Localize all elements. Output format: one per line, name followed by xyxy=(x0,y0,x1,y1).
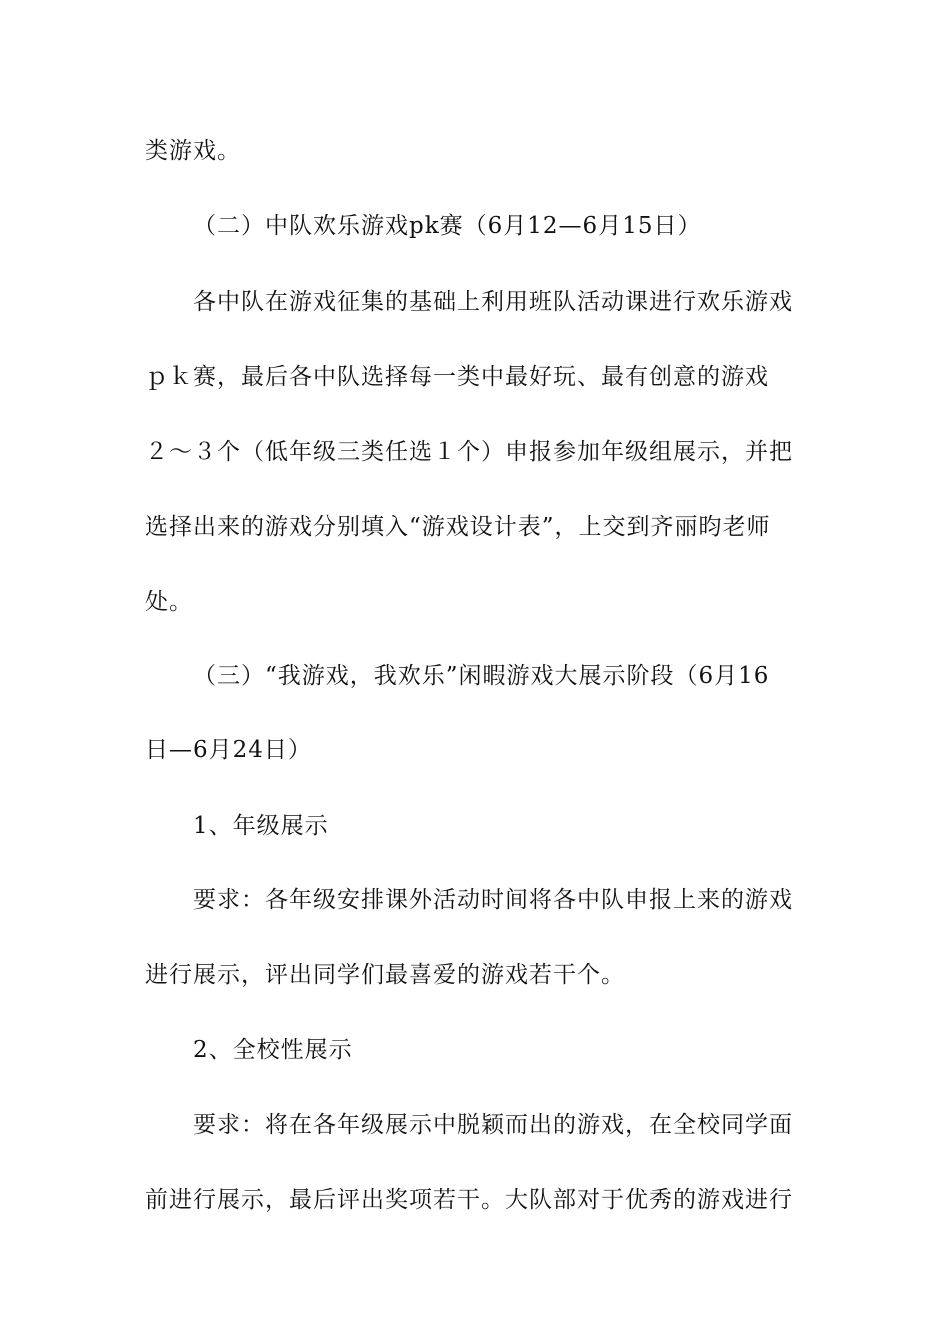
paragraph-line: 各中队在游戏征集的基础上利用班队活动课进行欢乐游戏 xyxy=(193,289,793,315)
subsection-heading: 1、年级展示 xyxy=(193,813,329,839)
section-heading: （三）“我游戏，我欢乐”闲暇游戏大展示阶段（6月16 xyxy=(193,663,770,689)
section-heading: （二）中队欢乐游戏pk赛（6月12—6月15日） xyxy=(193,213,702,239)
paragraph-line: 选择出来的游戏分别填入“游戏设计表”，上交到齐丽昀老师 xyxy=(145,514,771,540)
paragraph-line: ２～３个（低年级三类任选１个）申报参加年级组展示，并把 xyxy=(145,439,793,465)
paragraph-line: 进行展示，评出同学们最喜爱的游戏若干个。 xyxy=(145,962,625,988)
paragraph-line: 处。 xyxy=(145,589,193,615)
paragraph-line: ｐｋ赛，最后各中队选择每一类中最好玩、最有创意的游戏 xyxy=(145,364,769,390)
paragraph-line: 前进行展示，最后评出奖项若干。大队部对于优秀的游戏进行 xyxy=(145,1187,793,1213)
paragraph-line: 要求：将在各年级展示中脱颖而出的游戏，在全校同学面 xyxy=(193,1112,793,1138)
paragraph-line: 类游戏。 xyxy=(145,138,241,164)
section-heading-continuation: 日—6月24日） xyxy=(145,737,312,763)
paragraph-line: 要求：各年级安排课外活动时间将各中队申报上来的游戏 xyxy=(193,887,793,913)
subsection-heading: 2、全校性展示 xyxy=(193,1037,353,1063)
